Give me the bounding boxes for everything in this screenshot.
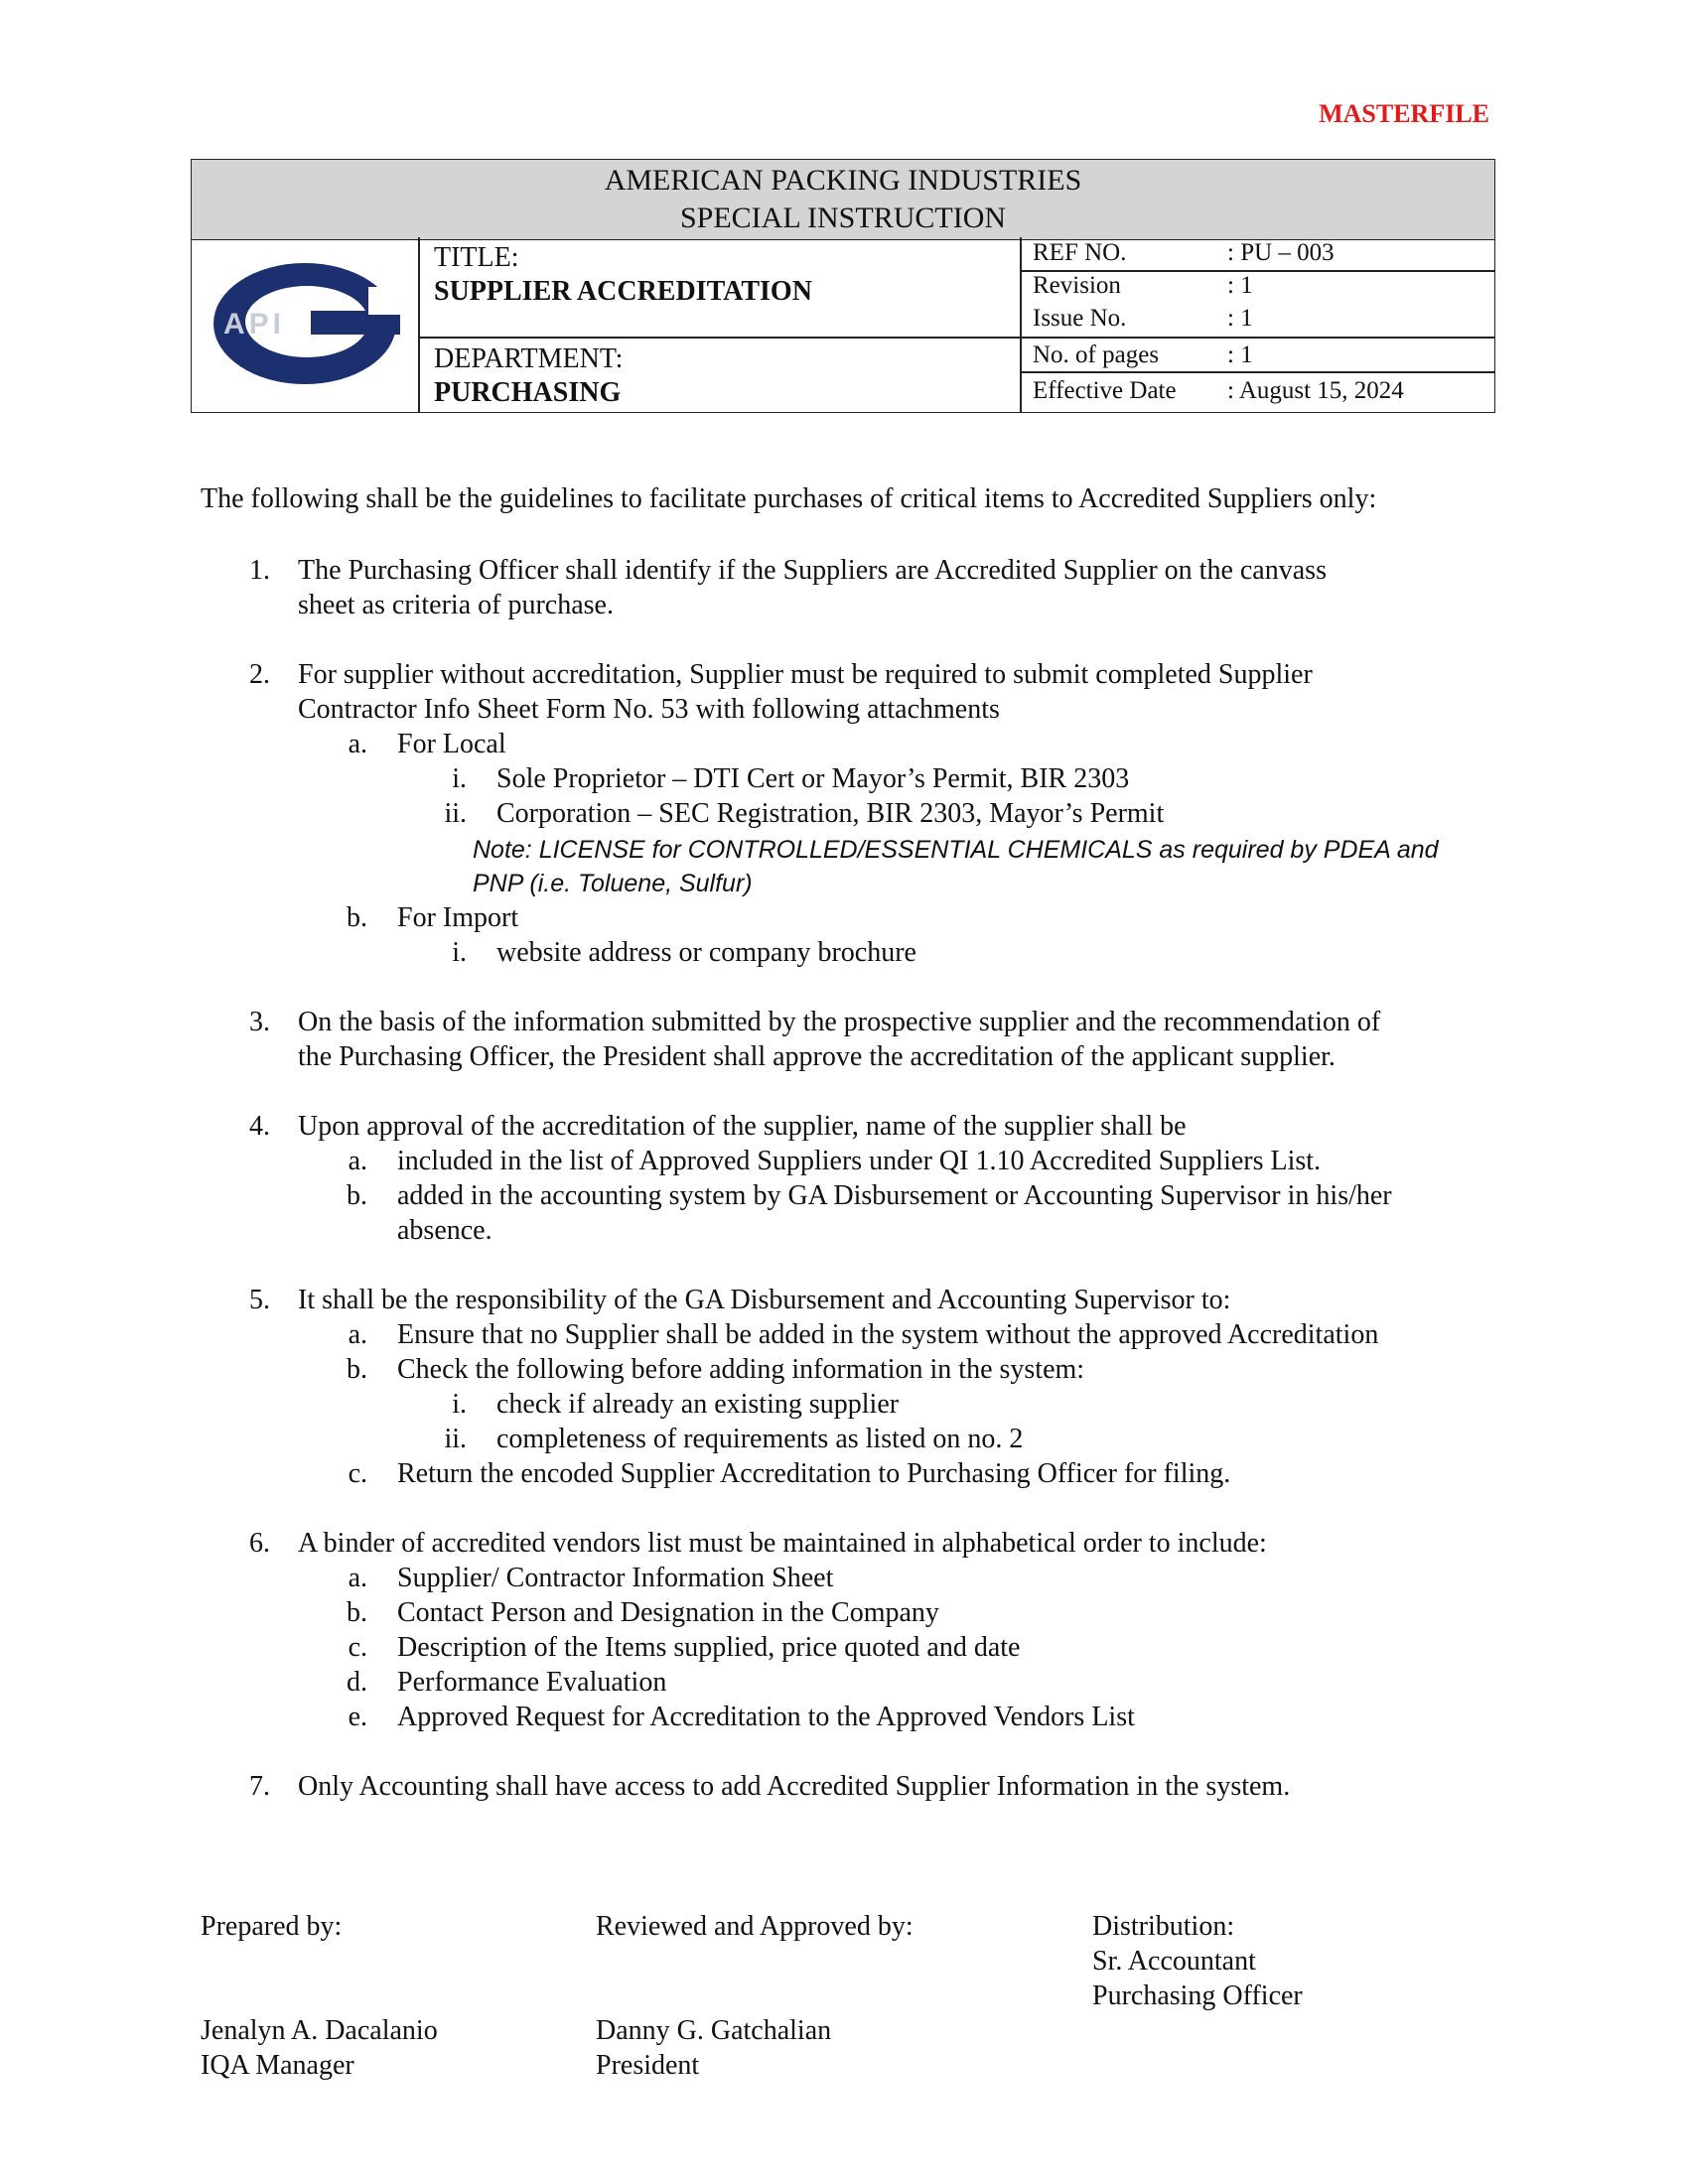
title-label: TITLE: [434, 242, 519, 273]
distribution-recipient: Sr. Accountant [1092, 1946, 1256, 1977]
document-header-table [191, 159, 1495, 413]
department-value: PURCHASING [434, 377, 622, 408]
sub-marker: a. [348, 729, 367, 759]
sub-item-text: Contact Person and Designation in the Company [397, 1597, 939, 1628]
chemical-license-note: PNP (i.e. Toluene, Sulfur) [473, 870, 753, 897]
sub-item-text: Check the following before adding information in the system: [397, 1354, 1085, 1385]
sub-item-text: For Local [397, 729, 506, 759]
meta-key: Revision [1033, 272, 1121, 299]
meta-value: : PU – 003 [1227, 239, 1335, 266]
sub-sub-marker: i. [452, 763, 467, 794]
sub-marker: d. [347, 1667, 367, 1698]
prepared-by-label: Prepared by: [201, 1911, 343, 1942]
meta-value: : August 15, 2024 [1227, 377, 1404, 404]
sub-item-text: Approved Request for Accreditation to the Approved Vendors List [397, 1702, 1135, 1732]
item-text: the Purchasing Officer, the President shall approve the accreditation of the applicant supplier. [298, 1041, 1336, 1072]
item-number: 7. [249, 1771, 270, 1802]
reviewed-by-title: President [596, 2050, 700, 2081]
intro-paragraph: The following shall be the guidelines to facilitate purchases of critical items to Accredited Suppliers only: [201, 483, 1377, 514]
sub-marker: c. [348, 1632, 367, 1663]
item-text: It shall be the responsibility of the GA Disbursement and Accounting Supervisor to: [298, 1285, 1231, 1315]
title-value: SUPPLIER ACCREDITATION [434, 276, 812, 307]
sub-item-text: Description of the Items supplied, price quoted and date [397, 1632, 1021, 1663]
sub-sub-marker: ii. [444, 798, 467, 829]
sub-marker: a. [348, 1563, 367, 1593]
document-type: SPECIAL INSTRUCTION [679, 202, 1007, 234]
sub-item-text: Performance Evaluation [397, 1667, 667, 1698]
sub-marker: b. [347, 1180, 367, 1211]
item-number: 3. [249, 1007, 270, 1037]
sub-sub-item-text: Sole Proprietor – DTI Cert or Mayor’s Permit, BIR 2303 [496, 763, 1130, 794]
sub-item-text: Ensure that no Supplier shall be added in the system without the approved Accreditation [397, 1319, 1379, 1350]
item-text: For supplier without accreditation, Supplier must be required to submit completed Supplier [298, 659, 1313, 690]
sub-sub-marker: ii. [444, 1424, 467, 1454]
meta-value: : 1 [1227, 272, 1253, 299]
reviewed-by-label: Reviewed and Approved by: [596, 1911, 914, 1942]
meta-value: : 1 [1227, 341, 1253, 368]
reviewed-by-name: Danny G. Gatchalian [596, 2015, 832, 2046]
sub-item-text: included in the list of Approved Suppliers under QI 1.10 Accredited Suppliers List. [397, 1146, 1322, 1176]
chemical-license-note: Note: LICENSE for CONTROLLED/ESSENTIAL CHEMICALS as required by PDEA and [473, 836, 1439, 864]
item-text: Only Accounting shall have access to add Accredited Supplier Information in the system. [298, 1771, 1291, 1802]
item-text: On the basis of the information submitted by the prospective supplier and the recommendation of [298, 1007, 1381, 1037]
sub-marker: c. [348, 1458, 367, 1489]
sub-sub-marker: i. [452, 1389, 467, 1420]
item-text: sheet as criteria of purchase. [298, 590, 614, 620]
meta-key: No. of pages [1033, 341, 1160, 368]
meta-value: : 1 [1227, 305, 1253, 332]
item-text: A binder of accredited vendors list must be maintained in alphabetical order to include: [298, 1528, 1267, 1559]
distribution-recipient: Purchasing Officer [1092, 1980, 1303, 2011]
logo-lettering: API [223, 308, 286, 341]
sub-marker: b. [347, 1597, 367, 1628]
sub-sub-marker: i. [452, 937, 467, 968]
prepared-by-title: IQA Manager [201, 2050, 354, 2081]
sub-sub-item-text: completeness of requirements as listed on no. 2 [496, 1424, 1024, 1454]
distribution-label: Distribution: [1092, 1911, 1235, 1942]
sub-item-text: absence. [397, 1215, 492, 1246]
sub-marker: b. [347, 902, 367, 933]
company-name: AMERICAN PACKING INDUSTRIES [604, 164, 1082, 197]
item-number: 5. [249, 1285, 270, 1315]
masterfile-stamp: MASTERFILE [1319, 99, 1489, 128]
item-number: 2. [249, 659, 270, 690]
item-text: Upon approval of the accreditation of the supplier, name of the supplier shall be [298, 1111, 1187, 1142]
department-label: DEPARTMENT: [434, 343, 624, 374]
sub-marker: a. [348, 1146, 367, 1176]
sub-sub-item-text: Corporation – SEC Registration, BIR 2303, Mayor’s Permit [496, 798, 1165, 829]
item-number: 1. [249, 555, 270, 586]
sub-item-text: Return the encoded Supplier Accreditation to Purchasing Officer for filing. [397, 1458, 1231, 1489]
item-text: Contractor Info Sheet Form No. 53 with following attachments [298, 694, 1000, 725]
item-number: 6. [249, 1528, 270, 1559]
sub-marker: e. [348, 1702, 367, 1732]
sub-item-text: added in the accounting system by GA Disbursement or Accounting Supervisor in his/her [397, 1180, 1392, 1211]
meta-key: Effective Date [1033, 377, 1177, 404]
api-logo [210, 259, 400, 388]
item-number: 4. [249, 1111, 270, 1142]
prepared-by-name: Jenalyn A. Dacalanio [201, 2015, 438, 2046]
sub-sub-item-text: check if already an existing supplier [496, 1389, 900, 1420]
sub-item-text: Supplier/ Contractor Information Sheet [397, 1563, 834, 1593]
sub-item-text: For Import [397, 902, 519, 933]
sub-sub-item-text: website address or company brochure [496, 937, 916, 968]
meta-key: REF NO. [1033, 239, 1127, 266]
meta-key: Issue No. [1033, 305, 1127, 332]
item-text: The Purchasing Officer shall identify if the Suppliers are Accredited Supplier on the canvass [298, 555, 1327, 586]
header-band [192, 160, 1494, 240]
sub-marker: b. [347, 1354, 367, 1385]
sub-marker: a. [348, 1319, 367, 1350]
